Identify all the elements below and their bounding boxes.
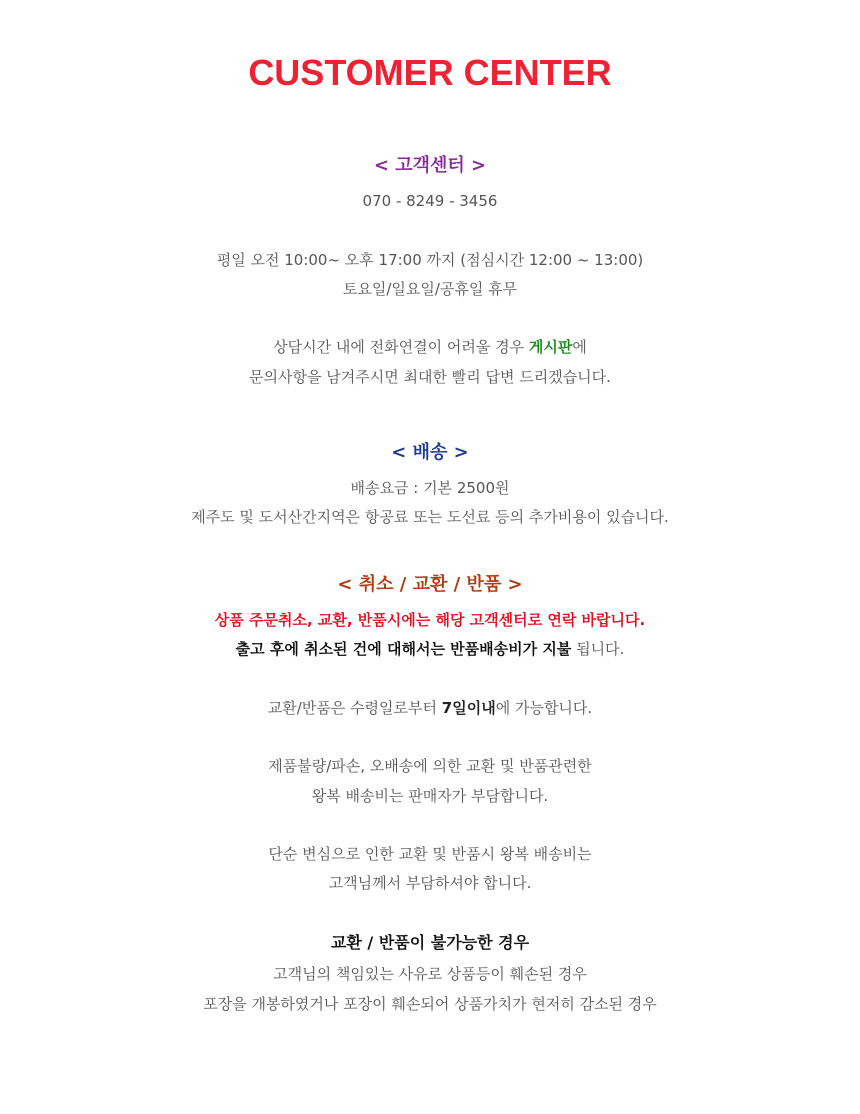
- notice-text: 상담시간 내에 전화연결이 어려울 경우: [273, 338, 529, 356]
- customer-center-heading: < 고객센터 >: [373, 155, 487, 176]
- board-link[interactable]: 게시판: [528, 338, 573, 356]
- notice-line-1: [0, 337, 860, 357]
- cancel-contact-notice: 상품 주문취소, 교환, 반품시에는 해당 고객센터로 연락 바랍니다.: [214, 611, 646, 629]
- return-shipping-rest: 됩니다.: [571, 640, 625, 658]
- page-title: CUSTOMER CENTER: [248, 52, 612, 93]
- business-hours: 평일 오전 10:00~ 오후 17:00 까지 (점심시간 12:00 ~ 13:00): [216, 251, 644, 269]
- return-period: [0, 698, 860, 718]
- simple-change-line-2: 고객님께서 부담하셔야 합니다.: [328, 874, 532, 892]
- impossible-line-2: 포장을 개봉하였거나 포장이 훼손되어 상품가치가 현저히 감소된 경우: [203, 995, 657, 1013]
- returns-heading: < 취소 / 교환 / 반품 >: [337, 574, 523, 595]
- notice-line-2: 문의사항을 남겨주시면 최대한 빨리 답변 드리겠습니다.: [249, 368, 611, 386]
- shipping-fee: 배송요금 : 기본 2500원: [350, 479, 510, 497]
- return-period-text: 교환/반품은 수령일로부터: [267, 699, 442, 717]
- phone-number: 070 - 8249 - 3456: [362, 192, 498, 210]
- impossible-heading: 교환 / 반품이 불가능한 경우: [330, 933, 530, 952]
- shipping-extra-cost: 제주도 및 도서산간지역은 항공료 또는 도선료 등의 추가비용이 있습니다.: [191, 508, 669, 526]
- return-period-suffix: 에 가능합니다.: [495, 699, 593, 717]
- notice-suffix: 에: [572, 338, 587, 356]
- impossible-line-1: 고객님의 책임있는 사유로 상품등이 훼손된 경우: [273, 965, 587, 983]
- return-shipping-notice: [0, 639, 860, 659]
- return-period-highlight: 7일이내: [441, 699, 496, 717]
- defect-line-1: 제품불량/파손, 오배송에 의한 교환 및 반품관련한: [268, 757, 592, 775]
- closed-days: 토요일/일요일/공휴일 휴무: [342, 280, 518, 298]
- return-shipping-bold: 출고 후에 취소된 건에 대해서는 반품배송비가 지불: [235, 640, 572, 658]
- shipping-heading: < 배송 >: [391, 442, 469, 463]
- defect-line-2: 왕복 배송비는 판매자가 부담합니다.: [311, 787, 549, 805]
- simple-change-line-1: 단순 변심으로 인한 교환 및 반품시 왕복 배송비는: [268, 845, 592, 863]
